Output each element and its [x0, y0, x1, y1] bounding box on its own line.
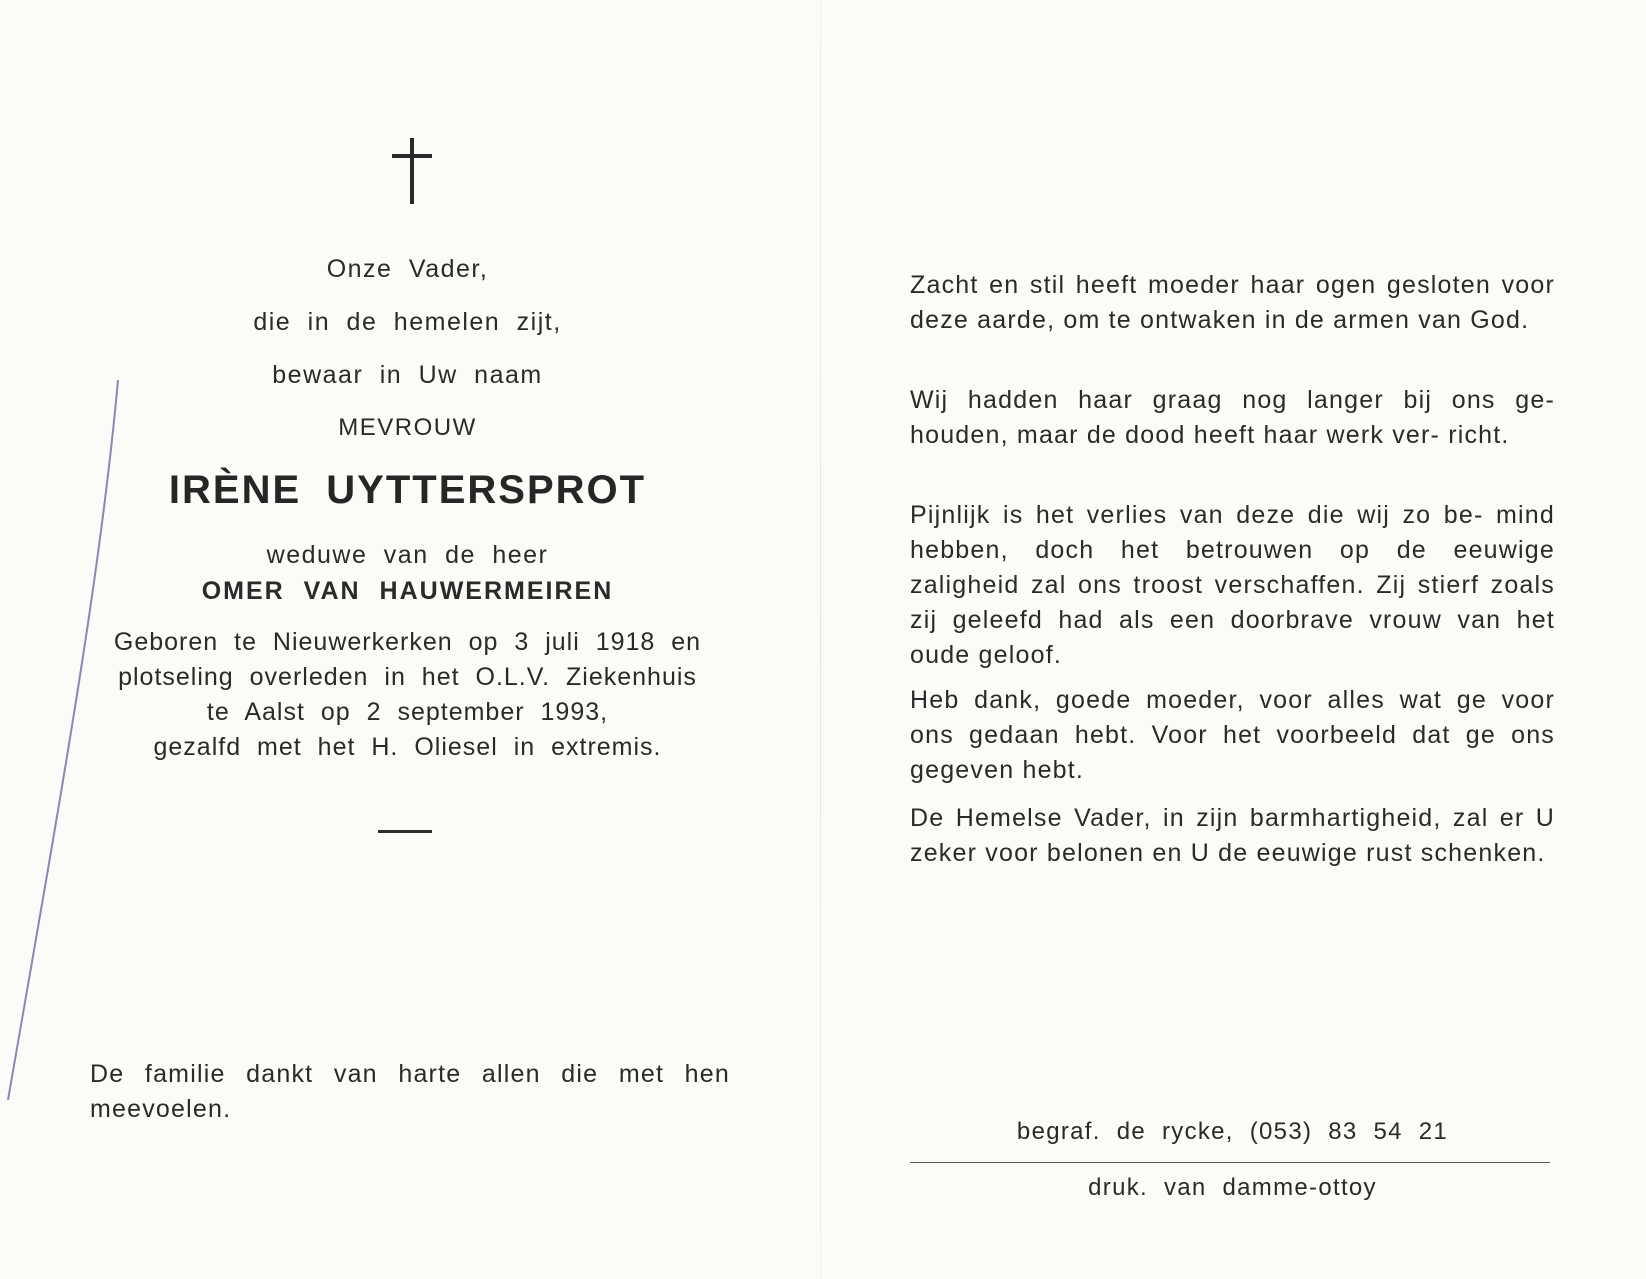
prayer-line-2: die in de hemelen zijt, — [253, 308, 562, 336]
memorial-paragraph: Pijnlijk is het verlies van deze die wij zo be- mind hebben, doch het betrouwen op de eeuwige zaligheid zal ons troost verschaffen. Zij stierf zoals zij geleefd had als een doorbrave vrouw van het oude geloof. — [910, 501, 1555, 669]
widow-of-label: weduwe van de heer — [266, 541, 549, 569]
deceased-name: IRÈNE UYTTERSPROT — [168, 468, 647, 512]
memorial-paragraph: Heb dank, goede moeder, voor alles wat ge voor ons gedaan hebt. Voor het voorbeeld dat ge ons gegeven hebt. — [910, 686, 1555, 784]
prayer-line-1: Onze Vader, — [326, 255, 489, 283]
cross-icon — [392, 138, 432, 204]
bio-line: plotseling overleden in het O.L.V. Ziekenhuis — [118, 663, 697, 691]
memorial-paragraph: Zacht en stil heeft moeder haar ogen gesloten voor deze aarde, om te ontwaken in de armen van God. — [910, 271, 1555, 334]
honorific-title: MEVROUW — [338, 414, 477, 441]
undertaker-info: begraf. de rycke, (053) 83 54 21 — [1016, 1118, 1449, 1145]
husband-name: OMER VAN HAUWERMEIREN — [201, 577, 614, 605]
family-thanks: De familie dankt van harte allen die met hen meevoelen. — [90, 1060, 730, 1123]
memorial-paragraph: De Hemelse Vader, in zijn barmhartigheid, zal er U zeker voor belonen en U de eeuwige rust schenken. — [910, 804, 1555, 867]
card-fold-line — [820, 0, 821, 1279]
bio-line: Geboren te Nieuwerkerken op 3 juli 1918 en — [113, 628, 702, 656]
bio-line: te Aalst op 2 september 1993, — [206, 698, 609, 726]
bio-line: gezalfd met het H. Oliesel in extremis. — [153, 733, 662, 761]
footer-rule — [910, 1162, 1550, 1163]
biography — [80, 625, 735, 765]
memorial-paragraph: Wij hadden haar graag nog langer bij ons ge- houden, maar de dood heeft haar werk ver- richt. — [910, 386, 1555, 449]
divider-dash — [378, 830, 432, 833]
printer-info: druk. van damme-ottoy — [1088, 1174, 1377, 1201]
prayer-line-3: bewaar in Uw naam — [272, 361, 543, 389]
